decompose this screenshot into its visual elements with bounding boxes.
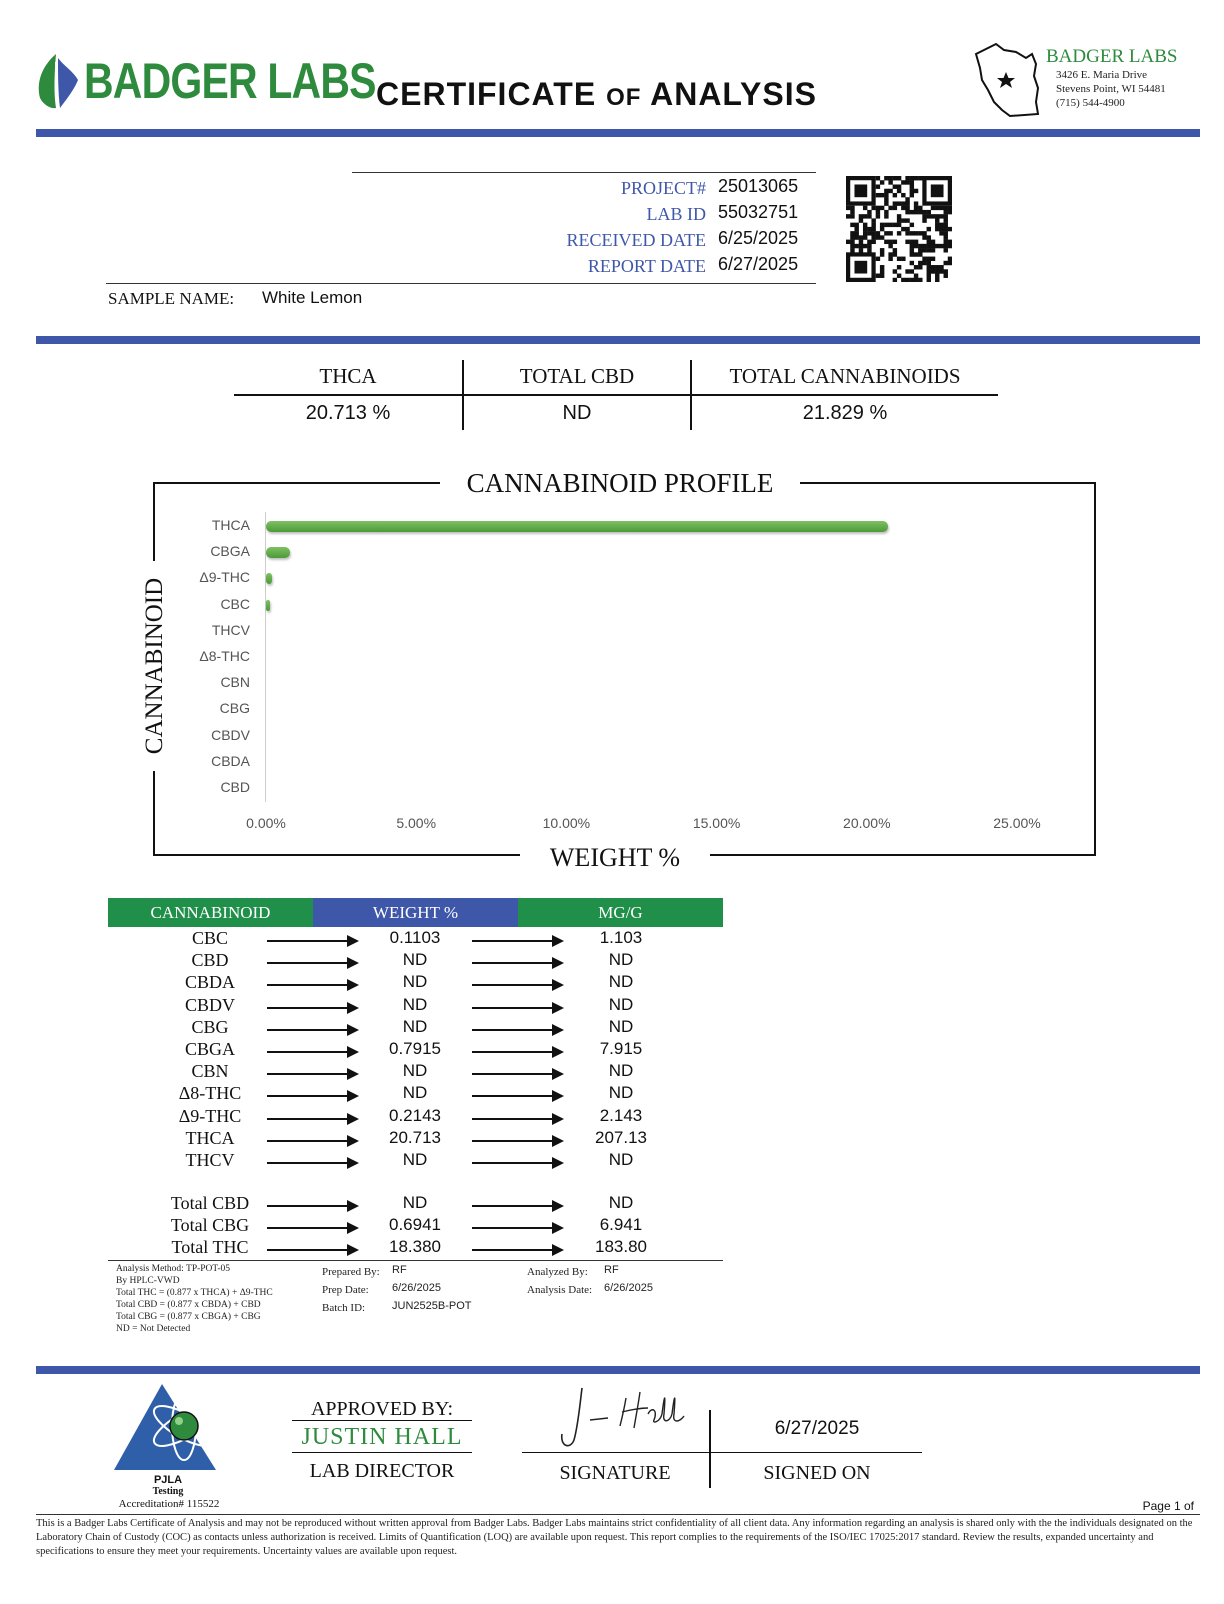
prepared-by-value: RF <box>392 1264 407 1276</box>
approval-rule <box>36 1366 1200 1374</box>
labid-value: 55032751 <box>718 202 799 222</box>
lab-name: BADGER LABS <box>1046 46 1178 67</box>
prep-date-label: Prep Date: <box>322 1284 369 1296</box>
method-notes <box>116 1263 273 1335</box>
arrow-icon <box>472 1227 562 1229</box>
chart-y-tick-label: CBC <box>220 595 250 612</box>
chart-y-tick-label: THCV <box>211 621 250 638</box>
table-row-weight: ND <box>402 994 428 1014</box>
table-row-weight: ND <box>402 950 428 970</box>
chart-x-tick-label: 25.00% <box>993 815 1041 831</box>
table-header-mgg: MG/G <box>518 898 723 927</box>
analyzed-by-label: Analyzed By: <box>527 1266 588 1278</box>
table-row-name: CBC <box>191 928 229 948</box>
table-row-name: CBN <box>191 1061 229 1082</box>
labid-label: LAB ID <box>646 204 706 224</box>
signature-label: SIGNATURE <box>559 1462 671 1484</box>
batch-value: JUN2525B-POT <box>392 1300 472 1312</box>
approved-rule <box>292 1420 472 1421</box>
chart-frame <box>153 482 1096 856</box>
analysis-date-value: 6/26/2025 <box>604 1282 653 1294</box>
analyzed-by-value: RF <box>604 1264 619 1276</box>
report-label: REPORT DATE <box>587 256 706 276</box>
table-row-weight: 0.1103 <box>389 928 441 947</box>
arrow-icon <box>267 1118 357 1120</box>
arrow-icon <box>267 1140 357 1142</box>
arrow-icon <box>472 1095 562 1097</box>
arrow-icon <box>472 1051 562 1053</box>
chart-y-tick-label: CBDA <box>211 752 250 769</box>
arrow-icon <box>267 940 357 942</box>
chart-y-tick-label: THCA <box>211 517 250 533</box>
badger-logo-icon <box>34 52 80 110</box>
summary-total-label: TOTAL CANNABINOIDS <box>729 364 961 388</box>
table-row-weight: 0.2143 <box>389 1105 441 1125</box>
signed-date: 6/27/2025 <box>774 1418 860 1439</box>
chart-x-tick-label: 5.00% <box>396 815 437 831</box>
arrow-icon <box>472 940 562 942</box>
lab-address: 3426 E. Maria Drive Stevens Point, WI 54481 (715) 544-4900 <box>1056 69 1166 109</box>
received-label: RECEIVED DATE <box>566 230 706 250</box>
page-number: Page 1 of <box>1142 1499 1194 1513</box>
method-note-line: By HPLC-VWD <box>116 1276 180 1286</box>
arrow-icon <box>267 1029 357 1031</box>
table-row-name: THCV <box>185 1150 235 1170</box>
logo-text: BADGER LABS <box>84 53 376 109</box>
summary-total-value: 21.829 % <box>802 402 888 424</box>
project-label: PROJECT# <box>620 178 706 198</box>
qr-code-icon <box>846 176 952 282</box>
table-row-weight: ND <box>402 1061 428 1081</box>
arrow-icon <box>267 1051 357 1053</box>
signature-image <box>556 1384 686 1452</box>
table-row-mgg: ND <box>608 1083 634 1103</box>
table-row-mgg: 6.941 <box>599 1215 643 1235</box>
table-row-weight: ND <box>402 1193 428 1212</box>
chart-bar <box>266 521 888 532</box>
header-rule <box>36 129 1200 137</box>
table-row-mgg: ND <box>608 1016 634 1036</box>
chart-x-tick-label: 10.00% <box>542 815 591 831</box>
pjla-label: PJLA <box>153 1474 183 1486</box>
table-row-weight: 20.713 <box>389 1127 441 1147</box>
arrow-icon <box>472 1073 562 1075</box>
table-bottom-rule <box>108 1260 723 1261</box>
table-row-mgg: ND <box>608 1150 634 1169</box>
table-row-name: Δ9-THC <box>178 1105 242 1126</box>
arrow-icon <box>472 1007 562 1009</box>
sample-label: SAMPLE NAME: <box>108 289 235 308</box>
table-row-name: CBDV <box>184 994 235 1015</box>
chart-x-tick-label: 0.00% <box>246 815 286 831</box>
arrow-icon <box>267 1095 357 1097</box>
table-row-weight: ND <box>402 1150 428 1169</box>
signature-rule <box>522 1452 922 1453</box>
arrow-icon <box>267 1205 357 1207</box>
approver-name: JUSTIN HALL <box>301 1424 463 1450</box>
arrow-icon <box>267 1007 357 1009</box>
chart-y-tick-label: CBD <box>220 779 250 795</box>
chart-ylabel: CANNABINOID <box>139 561 171 771</box>
sample-value: White Lemon <box>262 288 363 307</box>
table-row-mgg: 207.13 <box>595 1127 647 1147</box>
arrow-icon <box>267 1073 357 1075</box>
chart-x-tick-label: 20.00% <box>843 815 891 831</box>
arrow-icon <box>472 1118 562 1120</box>
table-row-mgg: ND <box>608 1061 634 1081</box>
signature-divider <box>709 1410 711 1488</box>
table-row-mgg: 1.103 <box>599 928 643 947</box>
arrow-icon <box>267 1162 357 1164</box>
chart-xlabel: WEIGHT % <box>520 843 710 873</box>
table-row-mgg: 7.915 <box>599 1039 643 1058</box>
chart-bar <box>266 547 290 558</box>
chart-bar <box>266 600 270 611</box>
pjla-logo-icon <box>112 1382 224 1474</box>
batch-label: Batch ID: <box>322 1302 366 1314</box>
method-note-line: Total CBD = (0.877 x CBDA) + CBD <box>116 1300 261 1310</box>
table-row-weight: 0.6941 <box>389 1215 441 1235</box>
table-row-name: Δ8-THC <box>178 1083 242 1104</box>
table-row-weight: ND <box>402 1016 428 1036</box>
arrow-icon <box>267 962 357 964</box>
chart-y-tick-label: CBGA <box>210 543 250 560</box>
table-row-name: Total CBD <box>170 1193 250 1213</box>
arrow-icon <box>472 984 562 986</box>
table-header-cannabinoid: CANNABINOID <box>108 898 313 927</box>
chart-x-tick-label: 15.00% <box>692 815 741 831</box>
sample-rule <box>106 283 816 284</box>
method-note-line: Total THC = (0.877 x THCA) + Δ9-THC <box>116 1288 273 1298</box>
table-row-weight: 18.380 <box>389 1237 441 1257</box>
analysis-date-label: Analysis Date: <box>527 1284 593 1296</box>
table-header-weight: WEIGHT % <box>313 898 518 927</box>
info-top-rule <box>352 172 816 173</box>
table-row-name: Total CBG <box>170 1215 250 1236</box>
summary-cbd-label: TOTAL CBD <box>519 364 635 388</box>
project-value: 25013065 <box>718 176 799 196</box>
arrow-icon <box>472 962 562 964</box>
page-title: CERTIFICATE OF ANALYSIS <box>376 76 817 112</box>
table-row-weight: 0.7915 <box>389 1039 441 1058</box>
table-row-mgg: 183.80 <box>595 1237 647 1257</box>
method-note-line: Analysis Method: TP-POT-05 <box>116 1264 231 1274</box>
arrow-icon <box>472 1249 562 1251</box>
method-note-line: ND = Not Detected <box>116 1324 191 1334</box>
approver-rule <box>292 1452 472 1453</box>
received-value: 6/25/2025 <box>718 228 799 248</box>
section-rule <box>36 336 1200 344</box>
wisconsin-map-icon <box>970 40 1046 120</box>
report-value: 6/27/2025 <box>718 254 799 274</box>
footer-rule <box>36 1514 1200 1515</box>
summary-thca-label: THCA <box>319 364 377 388</box>
table-row-name: CBDA <box>184 972 235 993</box>
table-row-mgg: ND <box>608 1193 634 1212</box>
table-row-name: CBGA <box>184 1039 235 1059</box>
approver-role: LAB DIRECTOR <box>309 1460 455 1482</box>
table-row-mgg: ND <box>608 972 634 992</box>
table-row-mgg: ND <box>608 950 634 970</box>
chart-y-tick-label: Δ8-THC <box>199 648 250 664</box>
chart-title: CANNABINOID PROFILE <box>440 468 800 499</box>
signed-on-label: SIGNED ON <box>763 1462 871 1484</box>
prepared-by-label: Prepared By: <box>322 1266 380 1278</box>
table-row-weight: ND <box>402 1083 428 1103</box>
table-row-mgg: ND <box>608 994 634 1014</box>
table-row-weight: ND <box>402 972 428 992</box>
pjla-sub: Testing <box>152 1486 184 1497</box>
table-row-mgg: 2.143 <box>599 1105 643 1125</box>
chart-y-tick-label: CBG <box>219 700 250 717</box>
table-row-name: THCA <box>185 1127 235 1148</box>
footer-disclaimer: This is a Badger Labs Certificate of Analysis and may not be reproduced without written approval from Badger Labs. Badger Labs maintains strict confidentiality of all client data. Any information regarding an analysis is shared only with the the individuals designated on the Laboratory Chain of Custody (COC) as contacts unless authorization is received. Limits of Quantification (LOQ) are available upon request. This report complies to the requirements of the ISO/IEC 17025:2017 standard. Review the results, expanded uncertainty and specifications to ensure they meet your requirements. Uncertainty values are available upon request. <box>36 1518 1193 1557</box>
approved-by-label: APPROVED BY: <box>310 1398 454 1420</box>
summary-thca-value: 20.713 % <box>305 402 391 424</box>
method-note-line: Total CBG = (0.877 x CBGA) + CBG <box>116 1312 261 1322</box>
arrow-icon <box>472 1162 562 1164</box>
arrow-icon <box>472 1140 562 1142</box>
prep-date-value: 6/26/2025 <box>392 1282 441 1294</box>
arrow-icon <box>267 984 357 986</box>
accreditation: Accreditation# 115522 <box>118 1498 220 1510</box>
arrow-icon <box>267 1227 357 1229</box>
chart-y-tick-label: CBN <box>220 674 250 691</box>
table-row-name: CBD <box>191 950 229 971</box>
table-row-name: CBG <box>191 1016 229 1037</box>
table-row-name: Total THC <box>171 1237 249 1258</box>
summary-rule <box>234 394 998 396</box>
arrow-icon <box>267 1249 357 1251</box>
chart-y-tick-label: Δ9-THC <box>199 569 250 586</box>
arrow-icon <box>472 1205 562 1207</box>
summary-cbd-value: ND <box>562 402 592 424</box>
arrow-icon <box>472 1029 562 1031</box>
chart-y-tick-label: CBDV <box>211 726 250 743</box>
